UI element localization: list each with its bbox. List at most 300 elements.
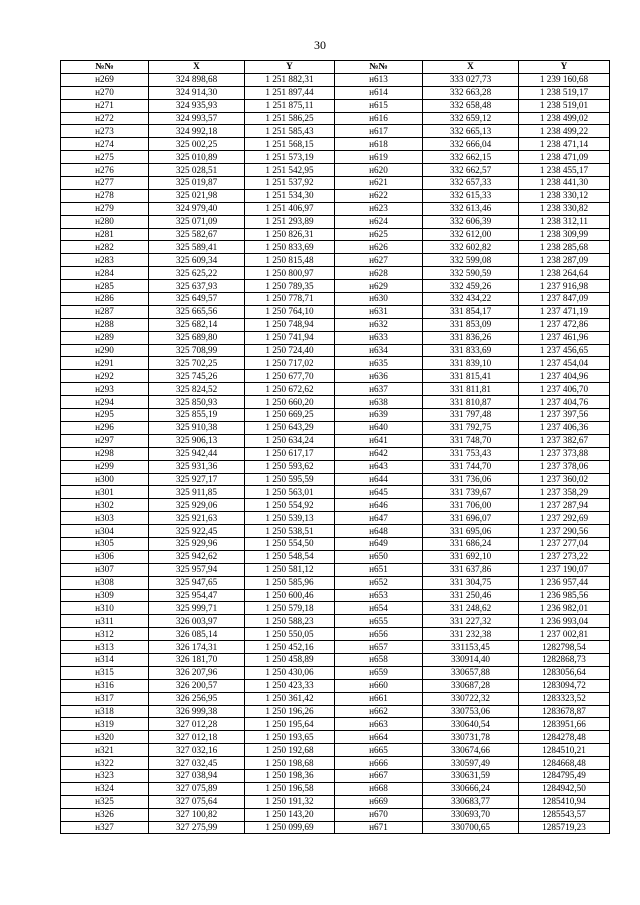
- point-number-cell: н658: [335, 653, 423, 666]
- point-number-cell: н645: [335, 486, 423, 499]
- y-cell: 1 238 441,30: [519, 177, 610, 190]
- point-number-cell: н649: [335, 537, 423, 550]
- x-cell: 325 922,45: [149, 525, 245, 538]
- y-cell: 1 250 778,71: [245, 293, 335, 306]
- point-number-cell: н304: [61, 525, 149, 538]
- y-cell: 1 250 643,29: [245, 421, 335, 434]
- x-cell: 333 027,73: [423, 73, 519, 86]
- point-number-cell: н308: [61, 576, 149, 589]
- y-cell: 1 237 277,04: [519, 537, 610, 550]
- y-cell: 1 250 191,32: [245, 795, 335, 808]
- x-cell: 331 854,17: [423, 305, 519, 318]
- x-cell: 326 256,95: [149, 692, 245, 705]
- table-row: [61, 705, 610, 718]
- y-cell: 1 238 285,68: [519, 241, 610, 254]
- y-cell: 1 237 472,86: [519, 318, 610, 331]
- point-number-cell: н315: [61, 666, 149, 679]
- x-cell: 325 665,56: [149, 305, 245, 318]
- point-number-cell: н631: [335, 305, 423, 318]
- y-cell: 1 238 471,09: [519, 151, 610, 164]
- x-cell: 325 927,17: [149, 473, 245, 486]
- y-cell: 1 251 537,92: [245, 177, 335, 190]
- x-cell: 330731,78: [423, 731, 519, 744]
- y-cell: 1 250 554,50: [245, 537, 335, 550]
- table-row: [61, 112, 610, 125]
- x-cell: 325 689,80: [149, 331, 245, 344]
- point-number-cell: н630: [335, 293, 423, 306]
- point-number-cell: н616: [335, 112, 423, 125]
- x-cell: 331 839,10: [423, 357, 519, 370]
- point-number-cell: н314: [61, 653, 149, 666]
- y-cell: 1285719,23: [519, 821, 610, 834]
- y-cell: 1 250 563,01: [245, 486, 335, 499]
- table-row: [61, 177, 610, 190]
- y-cell: 1 250 423,33: [245, 679, 335, 692]
- header-y: Y: [519, 61, 610, 74]
- point-number-cell: н665: [335, 744, 423, 757]
- x-cell: 330914,40: [423, 653, 519, 666]
- x-cell: 332 662,57: [423, 164, 519, 177]
- page-number: 30: [314, 38, 326, 52]
- point-number-cell: н291: [61, 357, 149, 370]
- point-number-cell: н622: [335, 189, 423, 202]
- x-cell: 325 824,52: [149, 383, 245, 396]
- point-number-cell: н320: [61, 731, 149, 744]
- table-row: [61, 396, 610, 409]
- x-cell: 332 602,82: [423, 241, 519, 254]
- table-row: [61, 757, 610, 770]
- x-cell: 325 910,38: [149, 421, 245, 434]
- point-number-cell: н302: [61, 499, 149, 512]
- point-number-cell: н634: [335, 344, 423, 357]
- x-cell: 325 019,87: [149, 177, 245, 190]
- table-row: [61, 589, 610, 602]
- y-cell: 1 237 358,29: [519, 486, 610, 499]
- y-cell: 1285543,57: [519, 808, 610, 821]
- point-number-cell: н276: [61, 164, 149, 177]
- x-cell: 331 853,09: [423, 318, 519, 331]
- y-cell: 1 251 573,19: [245, 151, 335, 164]
- point-number-cell: н282: [61, 241, 149, 254]
- x-cell: 324 914,30: [149, 86, 245, 99]
- y-cell: 1283678,87: [519, 705, 610, 718]
- x-cell: 325 702,25: [149, 357, 245, 370]
- header-x: X: [423, 61, 519, 74]
- point-number-cell: н669: [335, 795, 423, 808]
- point-number-cell: н656: [335, 628, 423, 641]
- y-cell: 1 250 143,20: [245, 808, 335, 821]
- table-row: [61, 228, 610, 241]
- point-number-cell: н287: [61, 305, 149, 318]
- x-cell: 326 003,97: [149, 615, 245, 628]
- point-number-cell: н615: [335, 99, 423, 112]
- x-cell: 325 071,09: [149, 215, 245, 228]
- point-number-cell: н312: [61, 628, 149, 641]
- point-number-cell: н293: [61, 383, 149, 396]
- point-number-cell: н324: [61, 782, 149, 795]
- y-cell: 1 251 882,31: [245, 73, 335, 86]
- x-cell: 331 250,46: [423, 589, 519, 602]
- x-cell: 327 075,89: [149, 782, 245, 795]
- table-row: [61, 731, 610, 744]
- point-number-cell: н280: [61, 215, 149, 228]
- point-number-cell: н326: [61, 808, 149, 821]
- x-cell: 331 248,62: [423, 602, 519, 615]
- point-number-cell: н648: [335, 525, 423, 538]
- point-number-cell: н643: [335, 460, 423, 473]
- point-number-cell: н638: [335, 396, 423, 409]
- x-cell: 331 744,70: [423, 460, 519, 473]
- x-cell: 325 028,51: [149, 164, 245, 177]
- x-cell: 325 855,19: [149, 409, 245, 422]
- point-number-cell: н618: [335, 138, 423, 151]
- y-cell: 1 251 897,44: [245, 86, 335, 99]
- point-number-cell: н273: [61, 125, 149, 138]
- x-cell: 332 662,15: [423, 151, 519, 164]
- point-number-cell: н663: [335, 718, 423, 731]
- y-cell: 1 250 361,42: [245, 692, 335, 705]
- x-cell: 331 706,00: [423, 499, 519, 512]
- table-row: [61, 202, 610, 215]
- point-number-cell: н289: [61, 331, 149, 344]
- point-number-cell: н620: [335, 164, 423, 177]
- y-cell: 1 238 499,22: [519, 125, 610, 138]
- y-cell: 1 238 455,17: [519, 164, 610, 177]
- x-cell: 330674,66: [423, 744, 519, 757]
- header-point-number: №№: [61, 61, 149, 74]
- y-cell: 1 238 309,99: [519, 228, 610, 241]
- y-cell: 1 251 406,97: [245, 202, 335, 215]
- y-cell: 1 250 717,02: [245, 357, 335, 370]
- y-cell: 1 251 585,43: [245, 125, 335, 138]
- table-row: [61, 821, 610, 834]
- point-number-cell: н632: [335, 318, 423, 331]
- x-cell: 325 850,93: [149, 396, 245, 409]
- x-cell: 331 836,26: [423, 331, 519, 344]
- y-cell: 1 250 724,40: [245, 344, 335, 357]
- point-number-cell: н641: [335, 434, 423, 447]
- x-cell: 331 696,07: [423, 512, 519, 525]
- table-row: [61, 125, 610, 138]
- x-cell: 331 753,43: [423, 447, 519, 460]
- x-cell: 331 692,10: [423, 550, 519, 563]
- table-row: [61, 718, 610, 731]
- x-cell: 330640,54: [423, 718, 519, 731]
- x-cell: 330666,24: [423, 782, 519, 795]
- point-number-cell: н288: [61, 318, 149, 331]
- point-number-cell: н624: [335, 215, 423, 228]
- x-cell: 325 911,85: [149, 486, 245, 499]
- x-cell: 325 609,34: [149, 254, 245, 267]
- coordinates-table: [60, 60, 610, 834]
- x-cell: 325 929,96: [149, 537, 245, 550]
- y-cell: 1 250 581,12: [245, 563, 335, 576]
- table-row: [61, 512, 610, 525]
- point-number-cell: н269: [61, 73, 149, 86]
- point-number-cell: н629: [335, 280, 423, 293]
- point-number-cell: н639: [335, 409, 423, 422]
- y-cell: 1 250 672,62: [245, 383, 335, 396]
- point-number-cell: н277: [61, 177, 149, 190]
- x-cell: 332 590,59: [423, 267, 519, 280]
- header-point-number: №№: [335, 61, 423, 74]
- y-cell: 1 238 471,14: [519, 138, 610, 151]
- table-row: [61, 254, 610, 267]
- y-cell: 1 251 586,25: [245, 112, 335, 125]
- point-number-cell: н318: [61, 705, 149, 718]
- x-cell: 331 304,75: [423, 576, 519, 589]
- header-y: Y: [245, 61, 335, 74]
- point-number-cell: н292: [61, 370, 149, 383]
- x-cell: 331 739,67: [423, 486, 519, 499]
- y-cell: 1 250 595,59: [245, 473, 335, 486]
- point-number-cell: н317: [61, 692, 149, 705]
- y-cell: 1284942,50: [519, 782, 610, 795]
- y-cell: 1 250 800,97: [245, 267, 335, 280]
- x-cell: 331 815,41: [423, 370, 519, 383]
- table-row: [61, 138, 610, 151]
- x-cell: 325 929,06: [149, 499, 245, 512]
- table-row: [61, 499, 610, 512]
- x-cell: 327 032,16: [149, 744, 245, 757]
- y-cell: 1 238 287,09: [519, 254, 610, 267]
- y-cell: 1 250 579,18: [245, 602, 335, 615]
- x-cell: 325 957,94: [149, 563, 245, 576]
- y-cell: 1 237 360,02: [519, 473, 610, 486]
- y-cell: 1 250 600,46: [245, 589, 335, 602]
- point-number-cell: н614: [335, 86, 423, 99]
- y-cell: 1284510,21: [519, 744, 610, 757]
- x-cell: 330631,59: [423, 769, 519, 782]
- point-number-cell: н313: [61, 641, 149, 654]
- table-row: [61, 318, 610, 331]
- y-cell: 1 250 617,17: [245, 447, 335, 460]
- x-cell: 327 012,28: [149, 718, 245, 731]
- y-cell: 1 237 292,69: [519, 512, 610, 525]
- x-cell: 325 931,36: [149, 460, 245, 473]
- point-number-cell: н655: [335, 615, 423, 628]
- table-row: [61, 409, 610, 422]
- y-cell: 1284278,48: [519, 731, 610, 744]
- y-cell: 1 250 554,92: [245, 499, 335, 512]
- x-cell: 325 999,71: [149, 602, 245, 615]
- y-cell: 1 250 588,23: [245, 615, 335, 628]
- x-cell: 332 434,22: [423, 293, 519, 306]
- y-cell: 1 250 585,96: [245, 576, 335, 589]
- point-number-cell: н275: [61, 151, 149, 164]
- point-number-cell: н659: [335, 666, 423, 679]
- point-number-cell: н642: [335, 447, 423, 460]
- y-cell: 1 237 273,22: [519, 550, 610, 563]
- y-cell: 1284795,49: [519, 769, 610, 782]
- y-cell: 1 250 833,69: [245, 241, 335, 254]
- x-cell: 325 002,25: [149, 138, 245, 151]
- y-cell: 1 250 099,69: [245, 821, 335, 834]
- x-cell: 331 695,06: [423, 525, 519, 538]
- point-number-cell: н316: [61, 679, 149, 692]
- y-cell: 1 239 160,68: [519, 73, 610, 86]
- y-cell: 1 237 287,94: [519, 499, 610, 512]
- y-cell: 1 250 764,10: [245, 305, 335, 318]
- point-number-cell: н327: [61, 821, 149, 834]
- point-number-cell: н661: [335, 692, 423, 705]
- y-cell: 1283094,72: [519, 679, 610, 692]
- x-cell: 331 810,87: [423, 396, 519, 409]
- point-number-cell: н654: [335, 602, 423, 615]
- y-cell: 1 236 993,04: [519, 615, 610, 628]
- table-row: [61, 370, 610, 383]
- table-row: [61, 447, 610, 460]
- x-cell: 325 947,65: [149, 576, 245, 589]
- point-number-cell: н271: [61, 99, 149, 112]
- x-cell: 330722,32: [423, 692, 519, 705]
- point-number-cell: н278: [61, 189, 149, 202]
- y-cell: 1 238 519,17: [519, 86, 610, 99]
- y-cell: 1 237 406,70: [519, 383, 610, 396]
- table-row: [61, 628, 610, 641]
- point-number-cell: н283: [61, 254, 149, 267]
- table-row: [61, 151, 610, 164]
- y-cell: 1 250 198,68: [245, 757, 335, 770]
- y-cell: 1 250 826,31: [245, 228, 335, 241]
- x-cell: 327 012,18: [149, 731, 245, 744]
- x-cell: 331 792,75: [423, 421, 519, 434]
- table-row: [61, 679, 610, 692]
- table-row: [61, 293, 610, 306]
- x-cell: 331 833,69: [423, 344, 519, 357]
- table-row: [61, 641, 610, 654]
- y-cell: 1284668,48: [519, 757, 610, 770]
- x-cell: 325 954,47: [149, 589, 245, 602]
- point-number-cell: н295: [61, 409, 149, 422]
- y-cell: 1 250 196,58: [245, 782, 335, 795]
- x-cell: 325 582,67: [149, 228, 245, 241]
- point-number-cell: н627: [335, 254, 423, 267]
- table-row: [61, 434, 610, 447]
- point-number-cell: н311: [61, 615, 149, 628]
- x-cell: 330693,70: [423, 808, 519, 821]
- point-number-cell: н666: [335, 757, 423, 770]
- point-number-cell: н323: [61, 769, 149, 782]
- point-number-cell: н636: [335, 370, 423, 383]
- table-row: [61, 782, 610, 795]
- x-cell: 327 032,45: [149, 757, 245, 770]
- point-number-cell: н667: [335, 769, 423, 782]
- y-cell: 1 251 875,11: [245, 99, 335, 112]
- y-cell: 1 250 196,26: [245, 705, 335, 718]
- point-number-cell: н299: [61, 460, 149, 473]
- point-number-cell: н653: [335, 589, 423, 602]
- x-cell: 325 906,13: [149, 434, 245, 447]
- point-number-cell: н298: [61, 447, 149, 460]
- y-cell: 1 250 430,06: [245, 666, 335, 679]
- point-number-cell: н625: [335, 228, 423, 241]
- table-row: [61, 357, 610, 370]
- table-row: [61, 692, 610, 705]
- x-cell: 325 942,44: [149, 447, 245, 460]
- y-cell: 1283056,64: [519, 666, 610, 679]
- table-row: [61, 99, 610, 112]
- y-cell: 1 250 815,48: [245, 254, 335, 267]
- point-number-cell: н325: [61, 795, 149, 808]
- y-cell: 1 237 471,19: [519, 305, 610, 318]
- table-row: [61, 653, 610, 666]
- x-cell: 324 935,93: [149, 99, 245, 112]
- x-cell: 330687,28: [423, 679, 519, 692]
- y-cell: 1282798,54: [519, 641, 610, 654]
- y-cell: 1282868,73: [519, 653, 610, 666]
- x-cell: 332 612,00: [423, 228, 519, 241]
- y-cell: 1 236 982,01: [519, 602, 610, 615]
- table-row: [61, 550, 610, 563]
- y-cell: 1 237 290,56: [519, 525, 610, 538]
- y-cell: 1 250 538,51: [245, 525, 335, 538]
- table-row: [61, 808, 610, 821]
- point-number-cell: н319: [61, 718, 149, 731]
- x-cell: 327 038,94: [149, 769, 245, 782]
- x-cell: 332 657,33: [423, 177, 519, 190]
- point-number-cell: н650: [335, 550, 423, 563]
- point-number-cell: н628: [335, 267, 423, 280]
- table-row: [61, 525, 610, 538]
- y-cell: 1 237 404,96: [519, 370, 610, 383]
- point-number-cell: н294: [61, 396, 149, 409]
- point-number-cell: н301: [61, 486, 149, 499]
- y-cell: 1 250 789,35: [245, 280, 335, 293]
- x-cell: 327 275,99: [149, 821, 245, 834]
- point-number-cell: н285: [61, 280, 149, 293]
- x-cell: 324 979,40: [149, 202, 245, 215]
- x-cell: 331 736,06: [423, 473, 519, 486]
- y-cell: 1 237 847,09: [519, 293, 610, 306]
- x-cell: 324 993,57: [149, 112, 245, 125]
- y-cell: 1 250 548,54: [245, 550, 335, 563]
- y-cell: 1 237 190,07: [519, 563, 610, 576]
- point-number-cell: н644: [335, 473, 423, 486]
- point-number-cell: н652: [335, 576, 423, 589]
- point-number-cell: н286: [61, 293, 149, 306]
- y-cell: 1 250 192,68: [245, 744, 335, 757]
- point-number-cell: н290: [61, 344, 149, 357]
- x-cell: 332 613,46: [423, 202, 519, 215]
- x-cell: 325 010,89: [149, 151, 245, 164]
- point-number-cell: н651: [335, 563, 423, 576]
- y-cell: 1 237 404,76: [519, 396, 610, 409]
- y-cell: 1 236 985,56: [519, 589, 610, 602]
- y-cell: 1 250 198,36: [245, 769, 335, 782]
- y-cell: 1 250 748,94: [245, 318, 335, 331]
- table-row: [61, 615, 610, 628]
- x-cell: 332 606,39: [423, 215, 519, 228]
- x-cell: 325 682,14: [149, 318, 245, 331]
- y-cell: 1 236 957,44: [519, 576, 610, 589]
- table-header-row: [61, 61, 610, 74]
- point-number-cell: н307: [61, 563, 149, 576]
- table-row: [61, 666, 610, 679]
- y-cell: 1 251 293,89: [245, 215, 335, 228]
- point-number-cell: н621: [335, 177, 423, 190]
- table-row: [61, 602, 610, 615]
- point-number-cell: н617: [335, 125, 423, 138]
- table-row: [61, 563, 610, 576]
- x-cell: 326 200,57: [149, 679, 245, 692]
- y-cell: 1 238 330,82: [519, 202, 610, 215]
- x-cell: 325 708,99: [149, 344, 245, 357]
- x-cell: 332 663,28: [423, 86, 519, 99]
- x-cell: 325 649,57: [149, 293, 245, 306]
- x-cell: 325 625,22: [149, 267, 245, 280]
- y-cell: 1 237 397,56: [519, 409, 610, 422]
